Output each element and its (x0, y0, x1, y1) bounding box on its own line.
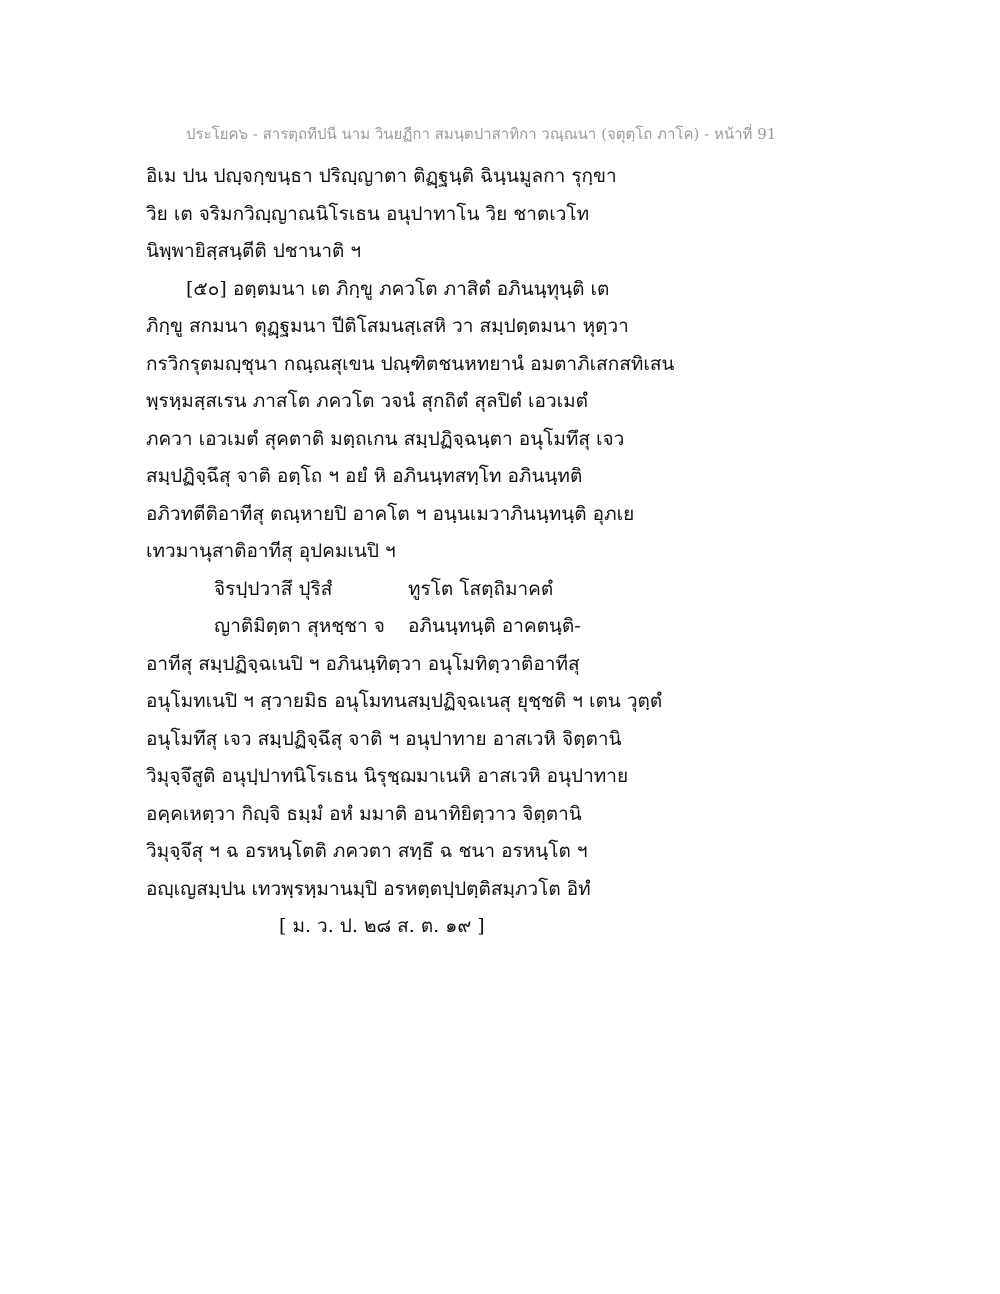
text-line: อคฺคเหตฺวา กิญฺจิ ธมฺมํ อหํ มมาติ อนาทิยิตฺวาว จิตฺตานิ (146, 802, 582, 825)
verse-first-half: จิรปฺปวาสึ ปุริสํ (214, 577, 333, 600)
text-line: สมฺปฏิจฺฉึสุ จาติ อตฺโถ ฯ อยํ หิ อภินนฺทสทฺโท อภินนฺทติ (146, 465, 583, 487)
text-line: อาทีสุ สมฺปฏิจฺฉเนปิ ฯ อภินนฺทิตฺวา อนุโมทิตฺวาติอาทีสุ (146, 652, 580, 675)
text-line: อญฺเญสมฺปน เทวพฺรหฺมานมฺปิ อรหตฺตปฺปตฺติสมฺภวโต อิทํ (146, 877, 591, 900)
text-line: วิมุจฺจึสูติ อนุปฺปาทนิโรเธน นิรุชฺฌมาเนหิ อาสเวหิ อนุปาทาย (146, 765, 629, 787)
verse-line (146, 571, 826, 609)
text-line: วิย เต จริมกวิญฺญาณนิโรเธน อนุปาทาโน วิย ชาตเวโท (146, 202, 590, 225)
text-line: ภิกฺขู สกมนา ตุฏฺฐมนา ปีติโสมนสฺเสหิ วา สมฺปตฺตมนา หุตฺวา (146, 315, 629, 337)
text-line: เทวมานุสาติอาทีสุ อุปคมเนปิ ฯ (146, 540, 396, 562)
body-text (146, 158, 826, 946)
paragraph-start-line: [๕๐] อตฺตมนา เต ภิกฺขู ภควโต ภาสิตํ อภินนฺทุนฺติ เต (186, 277, 610, 300)
verse-line (146, 608, 826, 646)
text-line: กรวิกรุตมญฺชุนา กณฺณสุเขน ปณฺฑิตชนหทยานํ อมตาภิเสกสทิเสน (146, 352, 675, 375)
text-line: พฺรหฺมสฺสเรน ภาสโต ภควโต วจนํ สุกถิตํ สุลปิตํ เอวเมตํ (146, 390, 588, 412)
text-line: อภิวทตีติอาทีสุ ตณฺหายปิ อาคโต ฯ อนฺนเมวาภินนฺทนฺติ อุภเย (146, 502, 635, 525)
text-line: อิเม ปน ปญฺจกฺขนฺธา ปริญฺญาตา ติฏฺฐนฺติ ฉินฺนมูลกา รุกฺขา (146, 165, 617, 187)
verse-first-half: ญาติมิตฺตา สุหชฺชา จ (214, 615, 385, 637)
page-reference: [ ม. ว. ป. ๒๘ ส. ต. ๑๙ ] (279, 915, 485, 937)
text-line: ภควา เอวเมตํ สุคตาติ มตฺถเกน สมฺปฏิจฺฉนฺตา อนุโมทึสุ เจว (146, 427, 625, 450)
text-line: นิพฺพายิสฺสนฺตีติ ปชานาติ ฯ (146, 240, 362, 262)
text-line: วิมุจฺจึสุ ฯ ฉ อรหนฺโตติ ภควตา สทฺธึ ฉ ชนา อรหนฺโต ฯ (146, 840, 588, 862)
text-line: อนุโมทเนปิ ฯ สฺวายมิธ อนุโมทนสมฺปฏิจฺฉเนสุ ยุชฺชติ ฯ เตน วุตฺตํ (146, 690, 663, 712)
page-header: ประโยค๖ - สารตฺถทีปนี นาม วินยฏีกา สมนฺตปาสาทิกา วณฺณนา (จตุตฺโถ ภาโค) - หน้าที่ 91 (186, 125, 777, 143)
text-line: อนุโมทึสุ เจว สมฺปฏิจฺฉึสุ จาติ ฯ อนุปาทาย อาสเวหิ จิตฺตานิ (146, 727, 622, 750)
verse-second-half: ทูรโต โสตฺถิมาคตํ (408, 577, 554, 600)
verse-second-half: อภินนฺทนฺติ อาคตนฺติ- (408, 615, 581, 637)
